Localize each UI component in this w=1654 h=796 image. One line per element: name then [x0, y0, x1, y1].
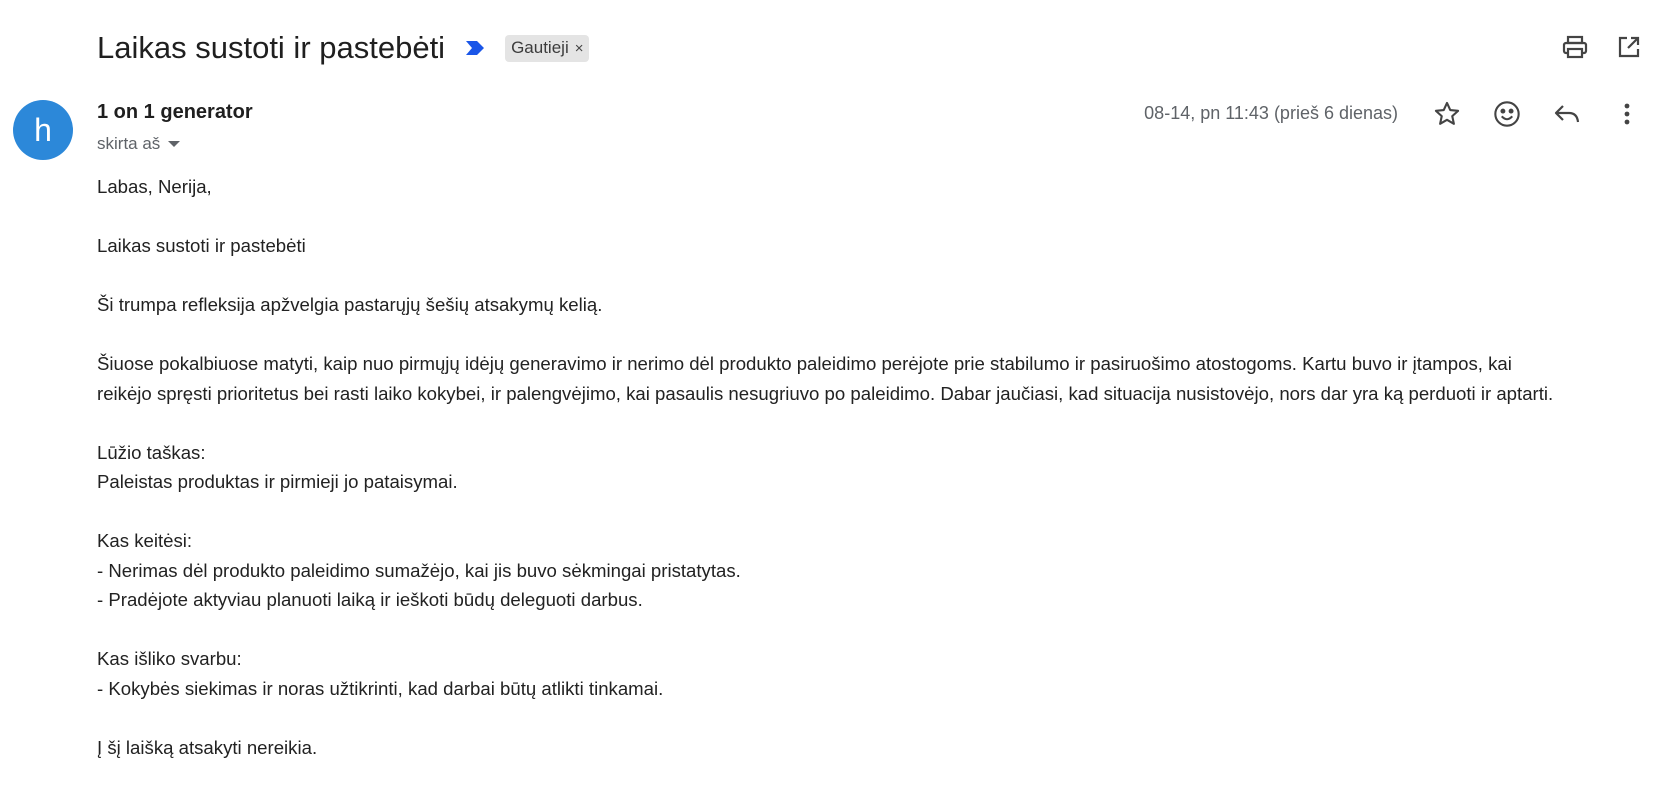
message-actions	[1432, 99, 1642, 129]
star-icon[interactable]	[1432, 99, 1462, 129]
body-paragraph-line: Šiuose pokalbiuose matyti, kaip nuo pirmųjų idėjų generavimo ir nerimo dėl produkto paleidimo perėjote prie stabilumo ir pasiruošimo atostogoms. Kartu buvo ir įtampos, kai	[97, 353, 1512, 374]
reply-icon[interactable]	[1552, 99, 1582, 129]
email-body	[97, 172, 1644, 762]
important-item: - Kokybės siekimas ir noras užtikrinti, kad darbai būtų atlikti tinkamai.	[97, 677, 664, 699]
remove-label-button[interactable]: ×	[574, 39, 584, 57]
recipient-text: skirta aš	[97, 134, 161, 153]
changed-item: - Pradėjote aktyviau planuoti laiką ir ieškoti būdų deleguoti darbus.	[97, 589, 643, 610]
more-vert-icon[interactable]	[1612, 99, 1642, 129]
label-chip-inbox	[505, 35, 589, 62]
changed-title: Kas keitėsi:	[97, 530, 193, 551]
print-icon[interactable]	[1560, 32, 1590, 62]
subject-row	[97, 24, 589, 72]
sender-name[interactable]: 1 on 1 generator	[97, 101, 253, 123]
recipient-line	[97, 134, 180, 154]
turning-point-text: Paleistas produktas ir pirmieji jo pataisymai.	[97, 471, 458, 492]
email-subject: Laikas sustoti ir pastebėti	[97, 30, 446, 65]
email-date: 08-14, pn 11:43 (prieš 6 dienas)	[1144, 103, 1398, 123]
avatar[interactable]: h	[13, 100, 73, 160]
important-title: Kas išliko svarbu:	[97, 648, 242, 669]
body-heading: Laikas sustoti ir pastebėti	[97, 235, 306, 256]
importance-marker-icon[interactable]	[465, 40, 485, 56]
greeting: Labas, Nerija,	[97, 176, 212, 197]
thread-actions	[1560, 32, 1644, 62]
footer-note: Į šį laišką atsakyti nereikia.	[97, 736, 318, 758]
emoji-react-icon[interactable]	[1492, 99, 1522, 129]
open-in-new-window-icon[interactable]	[1614, 32, 1644, 62]
changed-item: - Nerimas dėl produkto paleidimo sumažėjo, kai jis buvo sėkmingai pristatytas.	[97, 559, 741, 581]
chevron-down-icon[interactable]	[168, 141, 180, 147]
label-chip-text: Gautieji	[511, 38, 569, 57]
turning-point-title: Lūžio taškas:	[97, 441, 206, 463]
body-paragraph-line: reikėjo spręsti prioritetus bei rasti laiko kokybei, ir palengvėjimo, kai pasaulis nesugriuvo po paleidimo. Dabar jaučiasi, kad situacija nusistovėjo, nors dar yra ką perduoti ir aptarti.	[97, 382, 1554, 404]
body-intro: Ši trumpa refleksija apžvelgia pastarųjų šešių atsakymų kelią.	[97, 294, 603, 315]
